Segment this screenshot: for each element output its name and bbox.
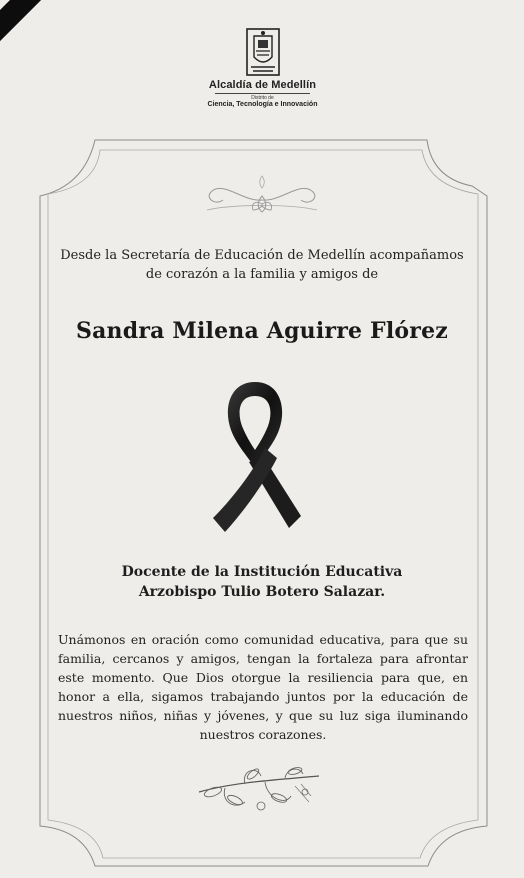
intro-line-2: de corazón a la familia y amigos de: [145, 267, 379, 282]
floral-branch-icon: [195, 762, 325, 822]
mourning-ribbon-icon: [205, 378, 305, 538]
org-subtitle-1: Distrito de: [251, 95, 274, 101]
condolence-message: Unámonos en oración como comunidad educativa, para que su familia, cercanos y amigos, tengan la fortaleza para afrontar este momento. Que Dios otorgue la resiliencia para que, en honor a ella, sigamos trabajando juntos por la educación de nuestros niños, niñas y jóvenes, y que su luz siga iluminando nuestros corazones.: [58, 632, 468, 742]
deceased-name: Sandra Milena Aguirre Flórez: [76, 318, 448, 344]
org-subtitle-2: Ciencia, Tecnología e Innovación: [207, 101, 318, 108]
org-name: Alcaldía de Medellín: [208, 79, 317, 91]
intro-line-1: Desde la Secretaría de Educación de Medellín acompañamos: [60, 248, 464, 263]
role-line-1: Docente de la Institución Educativa: [121, 564, 403, 580]
intro-text: [40, 246, 484, 284]
role-line-2: Arzobispo Tulio Botero Salazar.: [138, 584, 386, 600]
lotus-flourish-icon: [203, 170, 321, 216]
role-text: [40, 562, 484, 602]
